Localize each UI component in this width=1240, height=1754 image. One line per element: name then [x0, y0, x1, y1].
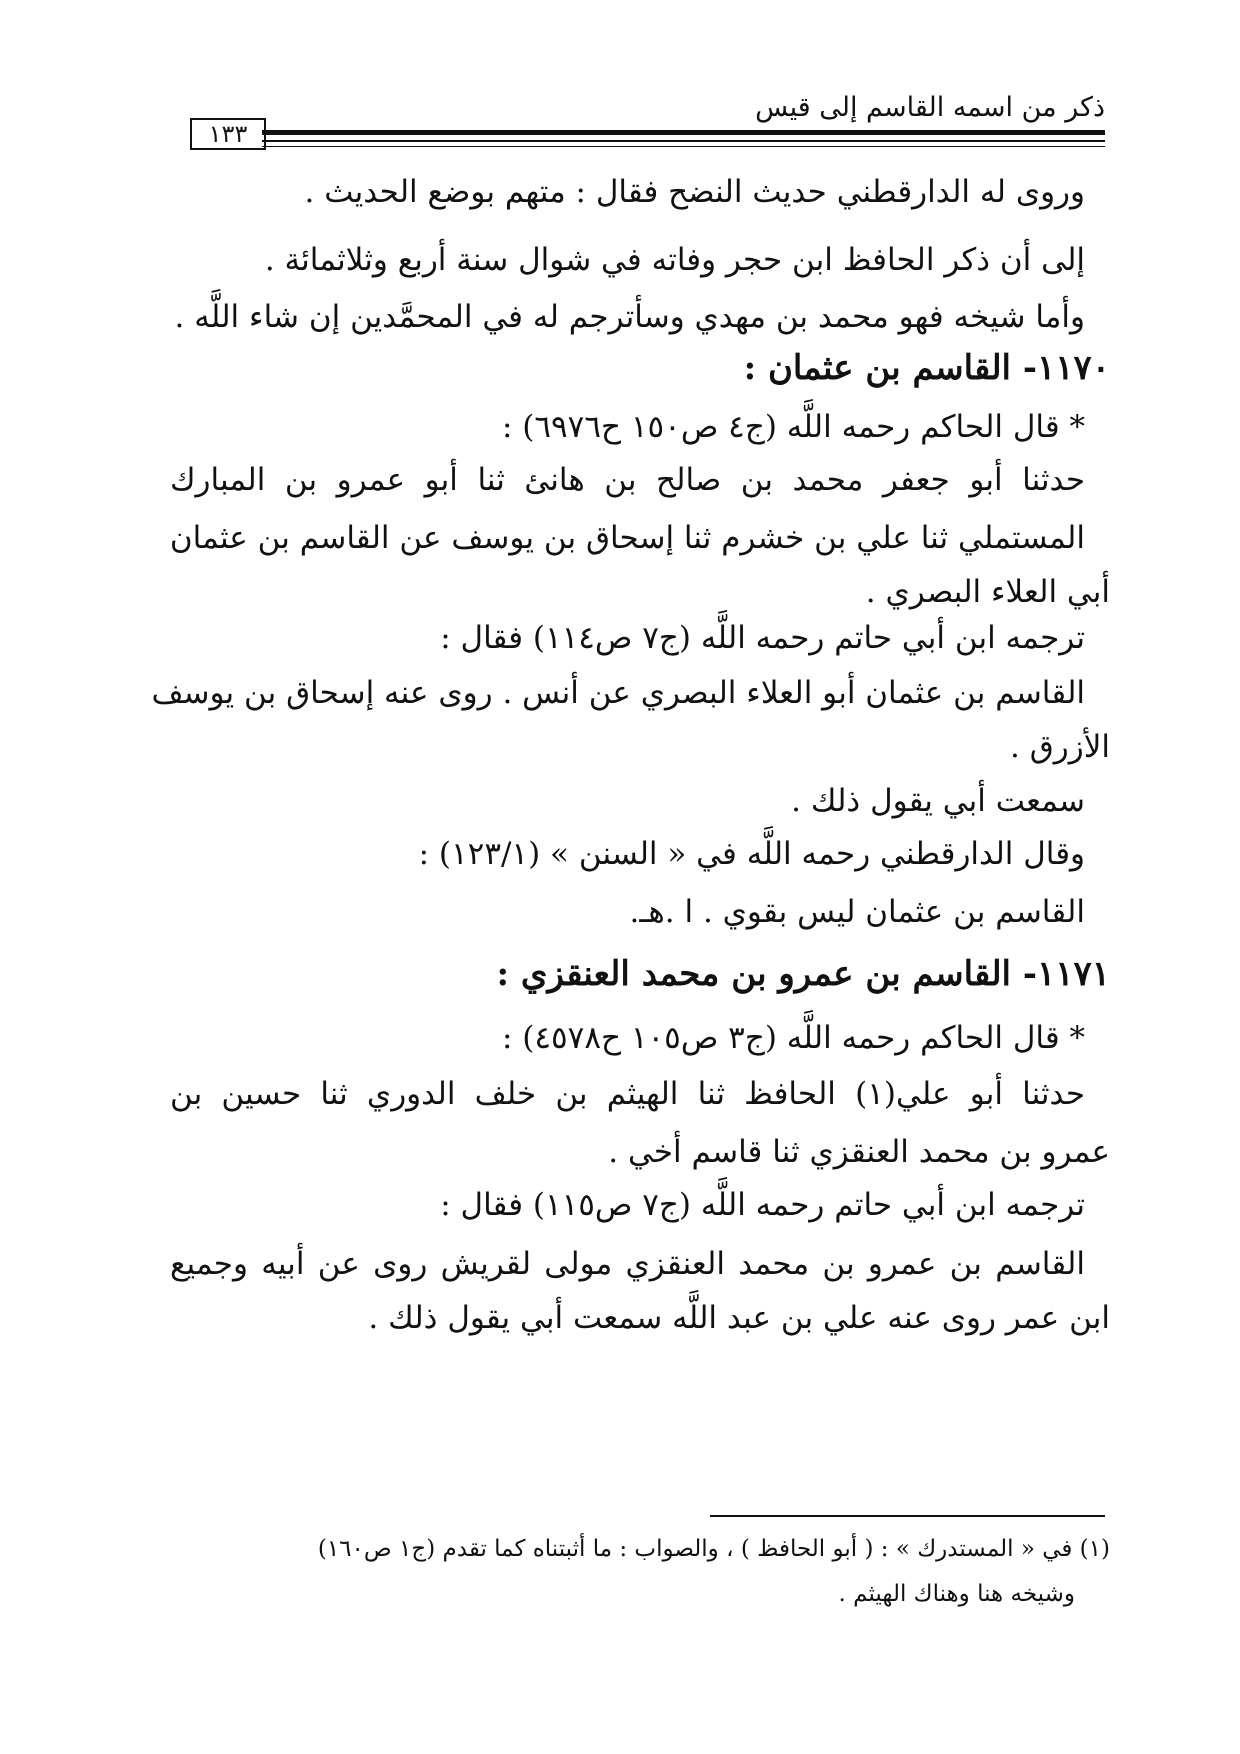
running-title: ذكر من اسمه القاسم إلى قيس	[755, 92, 1105, 123]
body-line: وأما شيخه فهو محمد بن مهدي وسأترجم له في المحمَّدين إن شاء اللَّه .	[174, 299, 1085, 335]
entry-heading-1170: ١١٧٠- القاسم بن عثمان :	[743, 348, 1110, 388]
body-line: وروى له الدارقطني حديث النضح فقال : متهم بوضع الحديث .	[304, 174, 1085, 210]
body-line: ابن عمر روى عنه علي بن عبد اللَّه سمعت أبي يقول ذلك .	[368, 1300, 1110, 1336]
body-line: إلى أن ذكر الحافظ ابن حجر وفاته في شوال سنة أربع وثلاثمائة .	[264, 242, 1085, 278]
header-rule-thin-lower	[262, 146, 1105, 147]
body-line: القاسم بن عثمان ليس بقوي . ا .هـ.	[629, 894, 1085, 930]
header-rule-thin	[262, 140, 1105, 142]
entry-heading-1171: ١١٧١- القاسم بن عمرو بن محمد العنقزي :	[496, 954, 1110, 994]
footnote-line: وشيخه هنا وهناك الهيثم .	[838, 1581, 1075, 1607]
body-line: حدثنا أبو علي(١) الحافظ ثنا الهيثم بن خلف الدوري ثنا حسين بن	[170, 1076, 1085, 1112]
body-line: الأزرق .	[1010, 729, 1110, 765]
footnote-separator	[710, 1515, 1105, 1517]
body-line: القاسم بن عثمان أبو العلاء البصري عن أنس . روى عنه إسحاق بن يوسف	[151, 675, 1085, 711]
body-line: القاسم بن عمرو بن محمد العنقزي مولى لقريش روى عن أبيه وجميع	[170, 1246, 1085, 1282]
body-line: حدثنا أبو جعفر محمد بن صالح بن هانئ ثنا أبو عمرو بن المبارك	[170, 462, 1085, 498]
citation-line: ترجمه ابن أبي حاتم رحمه اللَّه (ج٧ ص١١٤) فقال :	[440, 620, 1085, 656]
citation-line: وقال الدارقطني رحمه اللَّه في « السنن » (١٢٣/١) :	[418, 836, 1085, 872]
body-line: المستملي ثنا علي بن خشرم ثنا إسحاق بن يوسف عن القاسم بن عثمان	[169, 520, 1085, 556]
citation-line: * قال الحاكم رحمه اللَّه (ج٤ ص١٥٠ ح٦٩٧٦) :	[501, 409, 1085, 445]
body-line: عمرو بن محمد العنقزي ثنا قاسم أخي .	[608, 1134, 1110, 1170]
body-line: أبي العلاء البصري .	[865, 574, 1110, 610]
header-rule	[262, 130, 1105, 135]
footnote-line: (١) في « المستدرك » : ( أبو الحافظ ) ، والصواب : ما أثبتناه كما تقدم (ج١ ص١٦٠)	[317, 1536, 1110, 1562]
body-line: سمعت أبي يقول ذلك .	[791, 783, 1085, 819]
page-number: ١٣٣	[190, 118, 266, 150]
citation-line: * قال الحاكم رحمه اللَّه (ج٣ ص١٠٥ ح٤٥٧٨) :	[501, 1020, 1085, 1056]
citation-line: ترجمه ابن أبي حاتم رحمه اللَّه (ج٧ ص١١٥) فقال :	[440, 1187, 1085, 1223]
